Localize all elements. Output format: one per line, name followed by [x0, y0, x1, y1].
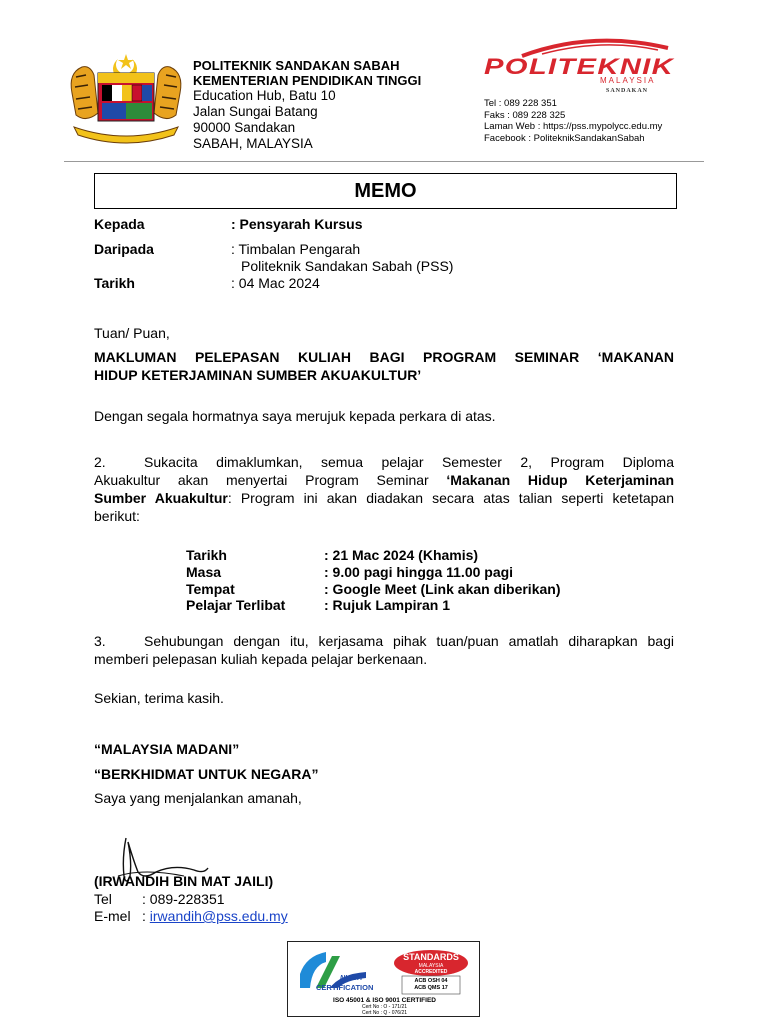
closing-line: Sekian, terima kasih.	[94, 690, 224, 706]
tarikh-value: : 04 Mac 2024	[231, 275, 320, 291]
address-line: 90000 Sandakan	[193, 120, 296, 135]
niosh-label: NIOSH	[340, 975, 363, 982]
acb-osh: ACB OSH 04	[414, 978, 448, 984]
org-name-line: POLITEKNIK SANDAKAN SABAH	[193, 58, 400, 73]
paragraph-2-line: Akuakultur akan menyertai Program Seminar ‘Makanan Hidup Keterjaminan	[94, 472, 675, 488]
kepada-label: Kepada	[94, 216, 145, 232]
kepada-value: : Pensyarah Kursus	[231, 216, 363, 232]
signoff-line: Saya yang menjalankan amanah,	[94, 790, 302, 806]
paragraph-3-line: 3. Sehubungan dengan itu, kerjasama pihak tuan/puan amatlah diharapkan bagi	[94, 633, 674, 649]
schedule-key: Pelajar Terlibat	[186, 597, 286, 613]
paragraph-3-number: 3.	[94, 633, 106, 649]
tel-label: Tel	[94, 891, 112, 907]
schedule-value: : Google Meet (Link akan diberikan)	[324, 581, 561, 597]
svg-text:SANDAKAN: SANDAKAN	[606, 88, 649, 94]
contact-facebook: Facebook : PoliteknikSandakanSabah	[484, 132, 645, 144]
address-line: SABAH, MALAYSIA	[193, 136, 313, 151]
address-line: Jalan Sungai Batang	[193, 104, 318, 119]
contact-fax: Faks : 089 228 325	[484, 109, 566, 121]
svg-text:POLITEKNIK: POLITEKNIK	[484, 54, 676, 79]
cert-number: Cert No : O - 171/21	[361, 1004, 408, 1010]
signatory-name: (IRWANDIH BIN MAT JAILI)	[94, 873, 274, 889]
daripada-label: Daripada	[94, 241, 154, 257]
accredited-label: ACCREDITED	[414, 969, 448, 975]
paragraph-2-number: 2.	[94, 454, 106, 470]
standards-malaysia-badge	[392, 949, 470, 995]
paragraph-1: Dengan segala hormatnya saya merujuk kepada perkara di atas.	[94, 408, 496, 424]
slogan-malaysia-madani: “MALAYSIA MADANI”	[94, 741, 240, 757]
niosh-certification-label: CERTIFICATION	[316, 983, 374, 992]
standards-title: STANDARDS	[403, 952, 459, 962]
paragraph-2	[94, 453, 674, 525]
schedule-value: : 9.00 pagi hingga 11.00 pagi	[324, 564, 514, 580]
tel-value: : 089-228351	[142, 891, 225, 907]
email-separator: :	[142, 908, 146, 924]
paragraph-3-line: memberi pelepasan kuliah kepada pelajar berkenaan.	[94, 651, 428, 667]
subject-line: HIDUP KETERJAMINAN SUMBER AKUAKULTUR’	[94, 367, 422, 383]
memo-subject	[94, 348, 674, 384]
contact-website: Laman Web : https://pss.mypolycc.edu.my	[484, 121, 663, 132]
ministry-name-line: KEMENTERIAN PENDIDIKAN TINGGI	[193, 73, 422, 88]
salutation: Tuan/ Puan,	[94, 325, 170, 341]
header-divider	[64, 161, 704, 162]
standards-sub: MALAYSIA	[418, 963, 444, 969]
paragraph-2-line: 2. Sukacita dimaklumkan, semua pelajar Semester 2, Program Diploma	[94, 454, 674, 470]
svg-text:MALAYSIA: MALAYSIA	[600, 76, 656, 85]
contact-tel: Tel : 089 228 351	[484, 98, 557, 109]
memo-title: MEMO	[94, 173, 677, 209]
cert-number: Cert No : Q - 076/21	[361, 1010, 408, 1016]
schedule-value: : 21 Mac 2024 (Khamis)	[324, 547, 479, 563]
certification-box	[287, 941, 480, 1017]
iso-certified: ISO 45001 & ISO 9001 CERTIFIED	[333, 997, 436, 1004]
crest-logo	[66, 53, 186, 145]
schedule-key: Tempat	[186, 581, 235, 597]
daripada-value: : Timbalan Pengarah	[231, 241, 361, 257]
email-label: E-mel	[94, 908, 131, 924]
paragraph-2-line: Sumber Akuakultur: Program ini akan diadakan secara atas talian seperti ketetapan	[94, 490, 674, 506]
tarikh-label: Tarikh	[94, 275, 135, 291]
slogan-berkhidmat: “BERKHIDMAT UNTUK NEGARA”	[94, 766, 319, 782]
schedule-value: : Rujuk Lampiran 1	[324, 597, 451, 613]
address-line: Education Hub, Batu 10	[193, 88, 336, 103]
daripada-value-org: Politeknik Sandakan Sabah (PSS)	[241, 258, 454, 274]
schedule-key: Tarikh	[186, 547, 227, 563]
signatory-tel	[94, 890, 394, 908]
paragraph-2-line: berikut:	[94, 508, 140, 524]
schedule-key: Masa	[186, 564, 222, 580]
email-link[interactable]: irwandih@pss.edu.my	[149, 908, 288, 924]
acb-qms: ACB QMS 17	[414, 985, 448, 991]
paragraph-3	[94, 632, 674, 668]
subject-line: MAKLUMAN PELEPASAN KULIAH BAGI PROGRAM SEMINAR ‘MAKANAN	[94, 349, 674, 365]
signatory-email	[94, 907, 394, 925]
politeknik-logo	[482, 34, 682, 94]
